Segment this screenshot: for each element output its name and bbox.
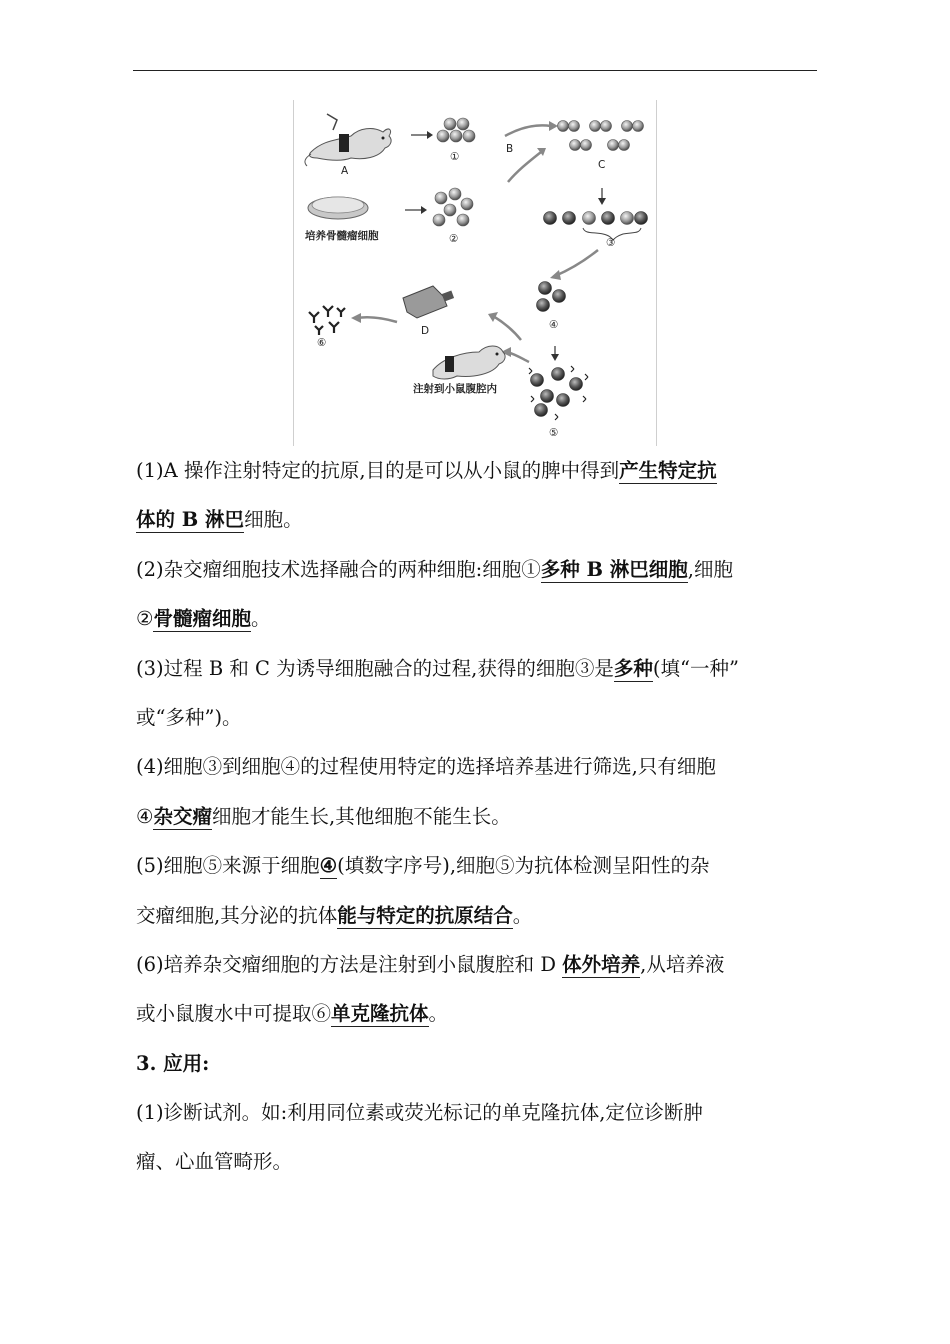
- q3-line-1: (3)过程 B 和 C 为诱导细胞融合的过程,获得的细胞③是多种(填“一种”: [136, 656, 739, 680]
- culture-flask-illustration: [403, 286, 454, 318]
- q2-line-1: (2)杂交瘤细胞技术选择融合的两种细胞:细胞①多种 B 淋巴细胞,细胞: [136, 557, 733, 581]
- label-b: B: [506, 143, 514, 155]
- monoclonal-antibody-diagram: [293, 100, 657, 446]
- q1-line-1: (1)A 操作注射特定的抗原,目的是可以从小鼠的脾中得到产生特定抗: [136, 459, 717, 482]
- q4-line-2: ④杂交瘤细胞才能生长,其他细胞不能生长。: [136, 804, 511, 828]
- mouse-injection-illustration: [433, 346, 505, 379]
- inject-label: 注射到小鼠腹腔内: [413, 383, 497, 395]
- s3-line-2: 瘤、心血管畸形。: [136, 1150, 293, 1174]
- answer-blank: 杂交瘤: [153, 804, 212, 828]
- culture-dish-illustration: [308, 197, 368, 219]
- mouse-a-illustration: [305, 114, 391, 166]
- fused-cells-c: [558, 121, 644, 151]
- q6-line-1: (6)培养杂交瘤细胞的方法是注射到小鼠腹腔和 D 体外培养,从培养液: [136, 952, 725, 976]
- answer-blank: 能与特定的抗原结合: [337, 903, 513, 927]
- q2-line-2: ②骨髓瘤细胞。: [136, 607, 271, 631]
- label-a: A: [341, 165, 349, 177]
- answer-blank: 产生特定抗: [619, 459, 717, 482]
- answer-blank: 多种 B 淋巴细胞: [540, 557, 688, 581]
- q4-line-1: (4)细胞③到细胞④的过程使用特定的选择培养基进行筛选,只有细胞: [136, 755, 716, 779]
- cells-group-5: [529, 366, 588, 420]
- q1-line-2: 体的 B 淋巴细胞。: [136, 508, 303, 532]
- label-c: C: [598, 159, 606, 171]
- antibodies-6: [309, 306, 345, 335]
- answer-blank: 体外培养: [562, 952, 641, 976]
- label-1: ①: [450, 151, 460, 163]
- q5-line-2: 交瘤细胞,其分泌的抗体能与特定的抗原结合。: [136, 903, 533, 927]
- answer-blank: 单克隆抗体: [331, 1002, 429, 1026]
- section-heading: 3. 应用:: [136, 1051, 210, 1075]
- label-4: ④: [549, 319, 559, 331]
- header-rule: [133, 70, 817, 71]
- label-d: D: [421, 325, 430, 337]
- cells-group-1: [437, 118, 475, 142]
- cells-group-4: [537, 282, 566, 312]
- s3-line-1: (1)诊断试剂。如:利用同位素或荧光标记的单克隆抗体,定位诊断肿: [136, 1101, 703, 1125]
- label-6: ⑥: [317, 337, 327, 349]
- answer-blank: ④: [319, 854, 338, 878]
- document-body: [136, 452, 818, 1193]
- q3-line-2: 或“多种”)。: [136, 705, 242, 729]
- answer-blank: 骨髓瘤细胞: [153, 607, 251, 631]
- myeloma-label: 培养骨髓瘤细胞: [305, 230, 379, 242]
- answer-blank: 多种: [613, 656, 653, 680]
- label-3: ③: [606, 237, 616, 249]
- cells-group-3: [544, 212, 648, 225]
- label-2: ②: [449, 233, 459, 245]
- label-5: ⑤: [549, 427, 559, 439]
- cells-group-2: [433, 188, 473, 226]
- answer-blank: 体的 B 淋巴: [136, 508, 245, 532]
- q5-line-1: (5)细胞⑤来源于细胞④(填数字序号),细胞⑤为抗体检测呈阳性的杂: [136, 854, 710, 878]
- q6-line-2: 或小鼠腹水中可提取⑥单克隆抗体。: [136, 1002, 449, 1026]
